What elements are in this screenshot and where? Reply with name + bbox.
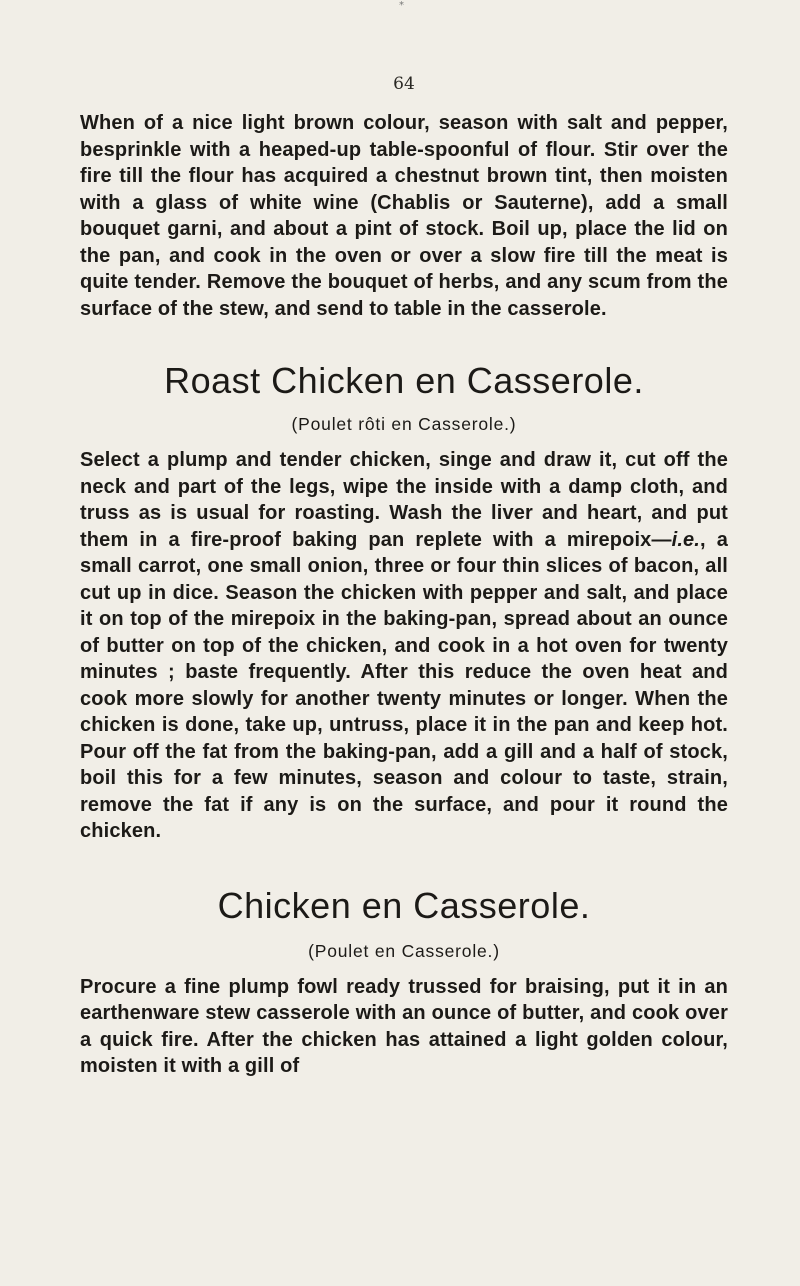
roast-text-part-1: Select a plump and tender chicken, singe and draw it, cut off the neck and part of the legs, wipe the inside with a damp cloth, and truss as is usual for roasting. Wash the liver and heart, and put them in a fire-proof baking pan replete with a mirepoix— — [80, 449, 728, 551]
continued-paragraph: When of a nice light brown colour, season with salt and pepper, besprinkle with a heaped-up table-spoonful of flour. Stir over the fire till the flour has acquired a chestnut brown tint, then moisten with a glass of white wine (Chablis or Sauterne), add a small bouquet garni, and about a pint of stock. Boil up, place the lid on the pan, and cook in the oven or over a slow fire till the meat is quite tender. Remove the bouquet of herbs, and any scum from the surface of the stew, and send to table in the casserole. — [80, 112, 728, 320]
chicken-casserole-heading: Chicken en Casserole. — [217, 884, 591, 926]
roast-text-italic: i.e. — [671, 528, 701, 551]
roast-chicken-paragraph — [80, 447, 728, 845]
roast-text-part-2: , a small carrot, one small onion, three or four thin slices of bacon, all cut up in dice. Season the chicken with pepper and salt, and place it on top of the mirepoix in the baking-pan, spread about an ounce of butter on top of the chicken, and cook in a hot oven for twenty minutes ; baste frequently. After this reduce the oven heat and cook more slowly for another twenty minutes or longer. When the chicken is done, take up, untruss, place it in the pan and keep hot. Pour off the fat from the baking-pan, add a gill and a half of stock, boil this for a few minutes, season and colour to taste, strain, remove the fat if any is on the surface, and pour it round the chicken. — [80, 528, 728, 842]
chicken-casserole-subheading: (Poulet en Casserole.) — [308, 940, 500, 961]
top-mark: * — [399, 0, 404, 11]
chicken-casserole-paragraph: Procure a fine plump fowl ready trussed for braising, put it in an earthenware stew casserole with an ounce of butter, and cook over a quick fire. After the chicken has attained a light golden colour, moisten it with a gill of — [80, 975, 728, 1077]
page-number: 64 — [393, 74, 415, 94]
roast-chicken-subheading: (Poulet rôti en Casserole.) — [291, 414, 517, 434]
roast-chicken-heading: Roast Chicken en Casserole. — [164, 360, 644, 401]
